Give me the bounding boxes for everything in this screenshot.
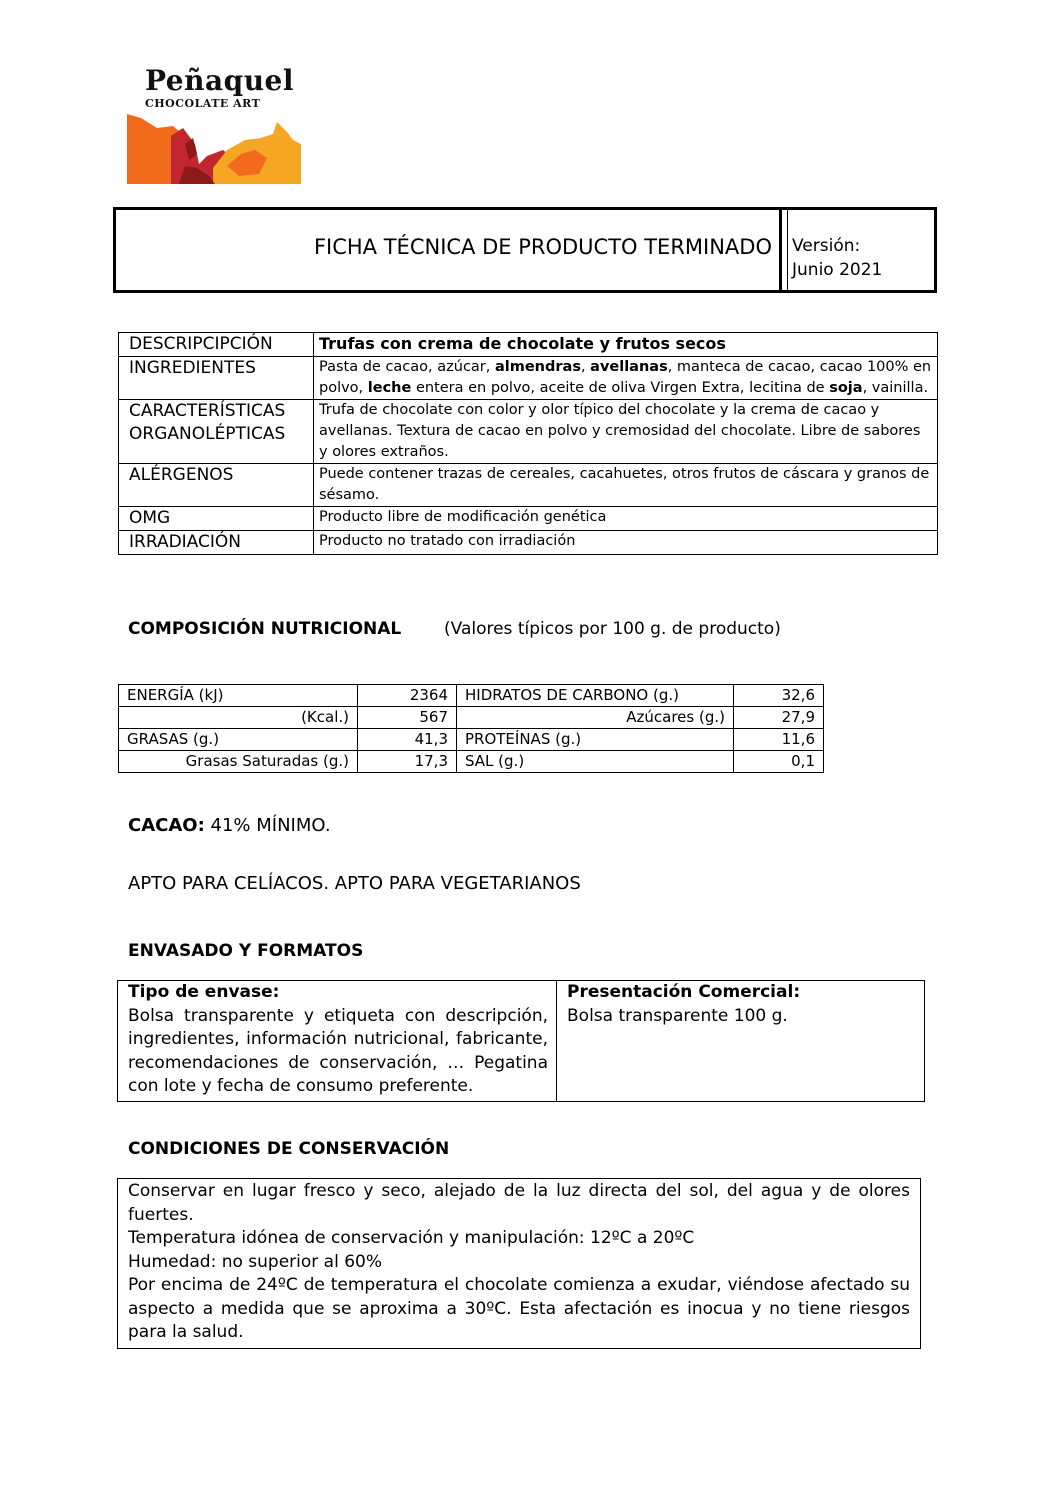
ingredient-text: Pasta de cacao, azúcar,	[319, 359, 495, 375]
table-row	[119, 507, 938, 531]
allergen-ingredient: almendras	[494, 359, 581, 375]
storage-line: Por encima de 24ºC de temperatura el chocolate comienza a exudar, viéndose afectado su aspecto a medida que se aproxima a 30ºC. Esta afectación es inocua y no tiene riesgos para la salud.	[128, 1275, 910, 1342]
packaging-table	[117, 980, 925, 1102]
commercial-presentation-cell	[557, 981, 925, 1102]
row-value: Producto no tratado con irradiación	[314, 531, 938, 555]
cacao-label: CACAO:	[128, 815, 205, 836]
table-row	[119, 531, 938, 555]
ingredient-text: , vainilla.	[862, 380, 929, 396]
nutrient-label: Grasas Saturadas (g.)	[119, 751, 358, 773]
cacao-value: 41% MÍNIMO.	[204, 815, 331, 836]
table-row	[118, 981, 925, 1102]
version-label: Versión:	[792, 236, 861, 256]
row-key	[119, 400, 314, 464]
nutrient-value: 27,9	[734, 707, 824, 729]
nutrient-label: (Kcal.)	[119, 707, 358, 729]
row-key: INGREDIENTES	[119, 357, 314, 400]
row-key-line: CARACTERÍSTICAS	[129, 401, 286, 421]
nutrient-value: 567	[358, 707, 457, 729]
nutrient-value: 2364	[358, 685, 457, 707]
commercial-presentation-header: Presentación Comercial:	[567, 982, 801, 1002]
document-title: FICHA TÉCNICA DE PRODUCTO TERMINADO	[313, 235, 772, 259]
nutrient-label: PROTEÍNAS (g.)	[457, 729, 734, 751]
packaging-type-text: Bolsa transparente y etiqueta con descripción, ingredientes, información nutricional, fabricante, recomendaciones de conservación, … Pegatina con lote y fecha de consumo preferente.	[128, 1005, 548, 1096]
row-value: Trufa de chocolate con color y olor típico del chocolate y la crema de cacao y avellanas. Textura de cacao en polvo y cremosidad del chocolate. Libre de sabores y olores extraños.	[314, 400, 938, 464]
storage-line: Humedad: no superior al 60%	[128, 1251, 383, 1272]
table-row	[119, 685, 824, 707]
storage-line: Conservar en lugar fresco y seco, alejado de la luz directa del sol, del agua y de olores fuertes.	[128, 1181, 910, 1225]
storage-title: CONDICIONES DE CONSERVACIÓN	[128, 1139, 450, 1159]
allergen-ingredient: leche	[367, 380, 412, 396]
row-key: DESCRIPCIPCIÓN	[119, 333, 314, 357]
table-row	[119, 357, 938, 400]
table-row	[119, 400, 938, 464]
nutrient-value: 41,3	[358, 729, 457, 751]
row-value: Producto libre de modificación genética	[314, 507, 938, 531]
row-key: ALÉRGENOS	[119, 464, 314, 507]
row-value: Puede contener trazas de cereales, cacahuetes, otros frutos de cáscara y granos de sésamo.	[314, 464, 938, 507]
cacao-line	[128, 815, 331, 836]
nutrient-label: HIDRATOS DE CARBONO (g.)	[457, 685, 734, 707]
allergen-ingredient: avellanas	[590, 359, 668, 375]
description-table	[118, 332, 938, 555]
row-key-line: ORGANOLÉPTICAS	[129, 424, 286, 444]
nutrient-value: 0,1	[734, 751, 824, 773]
table-row	[119, 751, 824, 773]
row-key: OMG	[119, 507, 314, 531]
nutrient-value: 11,6	[734, 729, 824, 751]
nutrient-label: SAL (g.)	[457, 751, 734, 773]
logo-art-icon	[127, 114, 302, 184]
version-date: Junio 2021	[792, 260, 883, 280]
nutrition-note: (Valores típicos por 100 g. de producto)	[444, 619, 781, 639]
row-key: IRRADIACIÓN	[119, 531, 314, 555]
logo-subtitle: CHOCOLATE ART	[145, 97, 261, 110]
packaging-type-cell	[118, 981, 557, 1102]
nutrition-title: COMPOSICIÓN NUTRICIONAL	[128, 619, 402, 639]
header-divider-thin	[787, 207, 788, 293]
suitability-line: APTO PARA CELÍACOS. APTO PARA VEGETARIANOS	[128, 873, 581, 894]
commercial-presentation-text: Bolsa transparente 100 g.	[567, 1005, 788, 1026]
ingredient-text: , manteca de cacao, cacao 100% en polvo,	[319, 359, 932, 396]
ingredient-text: entera en polvo, aceite de oliva Virgen Extra, lecitina de	[411, 380, 830, 396]
nutrient-value: 17,3	[358, 751, 457, 773]
packaging-type-header: Tipo de envase:	[128, 982, 280, 1002]
table-row	[119, 333, 938, 357]
table-row	[119, 707, 824, 729]
ingredient-text: ,	[580, 359, 591, 375]
header-divider	[779, 207, 782, 293]
table-row	[119, 729, 824, 751]
logo-name: Peñaquel	[145, 64, 295, 97]
nutrient-label: Azúcares (g.)	[457, 707, 734, 729]
nutrient-label: GRASAS (g.)	[119, 729, 358, 751]
nutrition-table	[118, 684, 824, 773]
storage-box	[117, 1178, 921, 1349]
ingredients-value	[314, 357, 938, 400]
storage-line: Temperatura idónea de conservación y manipulación: 12ºC a 20ºC	[128, 1228, 695, 1248]
allergen-ingredient: soja	[829, 380, 863, 396]
table-row	[119, 464, 938, 507]
nutrient-label: ENERGÍA (kJ)	[119, 685, 358, 707]
nutrient-value: 32,6	[734, 685, 824, 707]
packaging-title: ENVASADO Y FORMATOS	[128, 941, 364, 961]
row-value: Trufas con crema de chocolate y frutos secos	[314, 333, 938, 357]
